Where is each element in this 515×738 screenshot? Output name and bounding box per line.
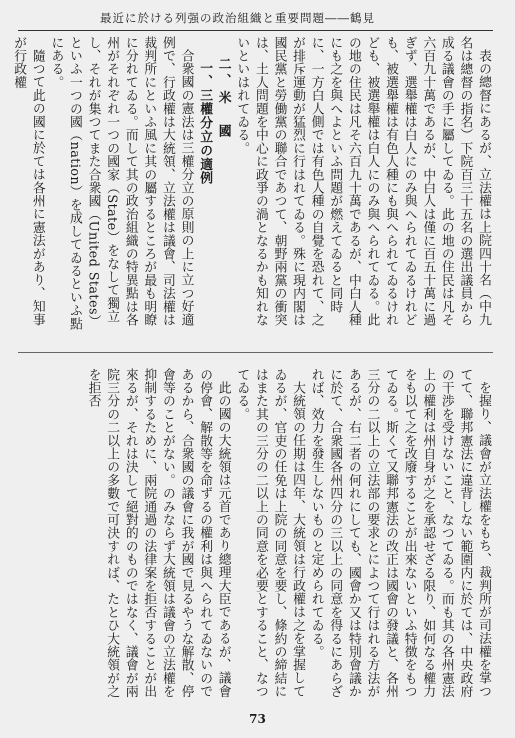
lower-text-block [22,368,492,698]
lower-vertical-text [22,368,492,698]
upper-text-block [11,36,492,336]
paragraph: 合衆國の憲法は三權分立の原則の上に立つ好適例で、行政權は大統領、立法權は議會、司法權は裁判所にといふ風に其の屬するところが最も明瞭に分れてゐる。而して其の政治組織の特異點は各州がそれぞれ一つの國家（State）をなして獨立し、それが集つてまた合衆國（United States）といふ一つの國（nation）を成してゐるといふ點にある。 [48,36,194,331]
page-number: 73 [249,712,266,726]
paragraph: 大統領の任期は四年、大統領は行政權は之を掌握してゐるが、官吏の任免は上院の同意を要し、條約の締結にはまた其の三分の二以上の同意を必要とすること、なつてゐる。 [234,368,306,698]
running-header: 最近に於ける列强の政治組織と重要問題――鶴見 [100,11,375,25]
upper-vertical-text [11,36,492,336]
paragraph: を握り、議會が立法權をもち、裁判所が司法權を掌つてて、聯邦憲法に違背しない範圍内に於ては、中央政府の干渉を受けないこと、なつてゐる。而も其の各州憲法上の權利は州自身が之を承認せざる限り、如何なる權力をも以て之を改廢することが出來ないといふ特徴をもつてゐる。斯くて又聯邦憲法の改正は國會の發議と、各州三分の二以上の立法部の要求とによつて行はれる方法があるが、右二者の何れにしても、國會か又は特別會議かに於て、合衆國各州四分の三以上の同意を得るにあらざれば、效力を發生しないものと定められてゐる。 [308,368,491,698]
paragraph: 表の總督にあるが、立法權は上院四十名（中九名は總督の指名）下院百三十五名の選出議員から成る議會の手に屬してゐる。此の地の住民は凡そ六百九十萬であるが、中白人は僅に百五十萬に過ぎず、選舉權は白人にのみ與へられてゐるけれども、被選舉權は有色人種にも與へられてゐるけれども、被選舉權は白人にのみ與へられてゐる。此の地の住民は凡そ六百九十萬であるが、中白人種にも之を與へよといふ問題が燃えてゐると同時に、一方白人側では有色人種の自覺を恐れて、之が排斥運動が猛烈に行はれてゐる。殊に現内閣は國民黨と勞働黨の聯合であつて、朝野兩黨の衝突は、土人問題を中心に政爭の渦となるかも知れないといはれてゐる。 [234,36,491,327]
section-heading: 二、米 國 [215,56,231,141]
paragraph: 此の國の大統領は元首であり總理大臣であるが、議會の停會、解散等を命ずるの權利は與へられてゐないのであるから、合衆國の議會に我が國で見るやうな解散、停會等のことがない。のみならず大統領は議會の立法權を抑制するために、兩院通過の法律案を拒否することが出來るが、それは決して絕對的のものではなく、議會が兩院三分の二以上の多數で可決すれば、たとひ大統領が之を拒否 [85,368,231,698]
section-divider [18,352,493,353]
subsection-heading: 一、三權分立の適例 [197,60,213,185]
header-rule [18,30,493,31]
paragraph: 隨つて此の國に於ては各州に憲法があり、知事が行政權 [11,36,45,326]
